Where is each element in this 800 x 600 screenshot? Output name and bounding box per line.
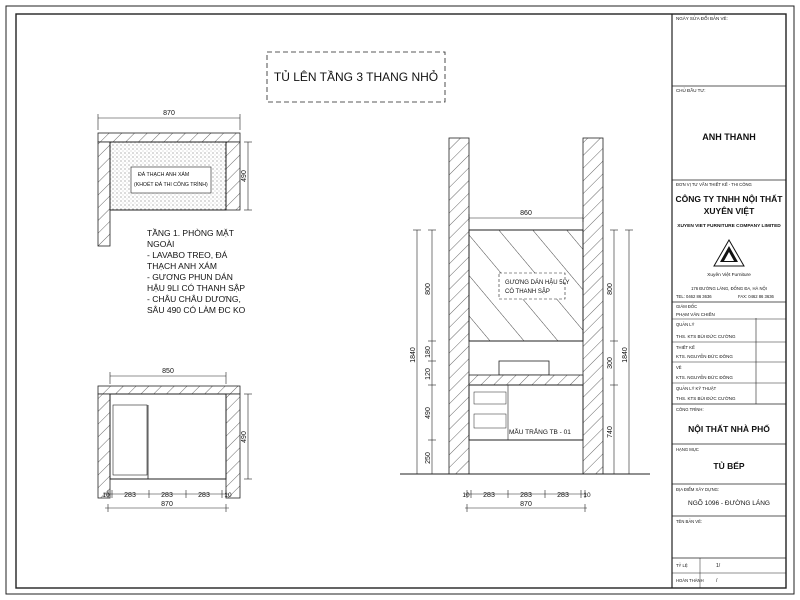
notes-block	[147, 228, 246, 315]
title-block	[672, 15, 786, 588]
drawing-name-label: TÊN BẢN VẼ:	[676, 519, 703, 524]
right-dim: 800	[607, 283, 614, 295]
logo-text: Xuyên Việt Furniture	[707, 273, 751, 278]
director-name: PHẠM VĂN CHIẾN	[676, 312, 715, 317]
director-label: GIÁM ĐỐC	[676, 304, 698, 309]
owner-name: ANH THANH	[702, 132, 756, 142]
cabinet-plan	[110, 394, 226, 479]
mirror-width-dim: 860	[520, 210, 532, 217]
left-total-dim: 1840	[410, 347, 417, 363]
segment-dim: 283	[520, 492, 532, 499]
project-name: NỘI THẤT NHÀ PHỐ	[688, 424, 770, 434]
owner-label: CHỦ ĐẦU TƯ:	[676, 88, 706, 93]
manager-name: THS. KTS BÙI ĐỨC CƯỜNG	[676, 334, 736, 339]
segment-dim: 283	[483, 492, 495, 499]
company-name-1: CÔNG TY TNHH NỘI THẤT	[675, 194, 783, 204]
plan-top-width-dim: 870	[163, 110, 175, 117]
elevation	[400, 138, 650, 512]
segment-dim: 283	[124, 492, 136, 499]
plan-bottom-total-dim: 870	[161, 501, 173, 508]
designer-name: KTS. NGUYỄN ĐỨC ĐÔNG	[676, 354, 733, 359]
project-label: CÔNG TRÌNH:	[676, 407, 704, 412]
segment-dim: 283	[557, 492, 569, 499]
category-name: TỦ BẾP	[713, 461, 745, 471]
basin	[499, 361, 549, 375]
date-label: HOÀN THÀNH	[676, 578, 704, 583]
drawing-title: TỦ LÊN TẦNG 3 THANG NHỎ	[273, 70, 439, 84]
company-name-en: XUYEN VIET FURNITURE COMPANY LIMITED	[677, 224, 781, 229]
company-name-2: XUYÊN VIỆT	[703, 206, 755, 216]
left-dim: 120	[425, 368, 432, 380]
segment-dim: 10	[102, 492, 110, 499]
note-line: THẠCH ANH XÁM	[147, 261, 217, 271]
segment-dim: 10	[583, 492, 591, 499]
stone-label-2: (KHOÉT ĐÁ THI CÔNG TRÌNH)	[134, 182, 208, 188]
unit-label: ĐƠN VỊ TƯ VẤN THIẾT KẾ - THI CÔNG	[676, 182, 752, 187]
mirror-label-1: GƯƠNG DÁN HẬU 5LY	[505, 280, 570, 286]
right-dim: 300	[607, 357, 614, 369]
plan-bottom-width-dim: 850	[162, 368, 174, 375]
company-address: 176 ĐƯỜNG LÁNG, ĐỐNG ĐA, HÀ NỘI	[691, 286, 767, 291]
left-dim: 490	[425, 407, 432, 419]
elevation-total-dim: 870	[520, 501, 532, 508]
left-dim: 800	[425, 283, 432, 295]
countertop	[469, 375, 583, 385]
note-line: - GƯƠNG PHUN DÁN	[147, 272, 233, 282]
drafter-name: KTS. NGUYỄN ĐỨC ĐÔNG	[676, 375, 733, 380]
segment-dim: 283	[198, 492, 210, 499]
plan-top-depth-dim: 490	[241, 170, 248, 182]
location-label: ĐỊA ĐIỂM XÂY DỰNG:	[676, 487, 720, 492]
plan-top	[98, 110, 252, 246]
note-line: HẬU 9LI CÓ THANH SẬP	[147, 283, 246, 293]
note-line: NGOÀI	[147, 239, 175, 249]
tech-label: QUẢN LÝ KỸ THUẬT	[676, 386, 717, 391]
plan-bottom-depth-dim: 490	[241, 431, 248, 443]
segment-dim: 283	[161, 492, 173, 499]
mirror-label-2: CÓ THANH SẬP	[505, 289, 550, 295]
note-line: - LAVABO TREO, ĐÁ	[147, 250, 228, 260]
outer-border	[6, 6, 794, 594]
segment-dim: 10	[462, 492, 470, 499]
company-fax: FAX: 0462 86 3636	[738, 294, 774, 299]
cabinet-label: MẪU TRẮNG TB - 01	[509, 429, 571, 436]
date-value: /	[716, 578, 718, 584]
note-line: SÂU 490 CÓ LÀM ĐC KO	[147, 305, 246, 315]
note-line: - CHÂU CHÂU DƯƠNG,	[147, 294, 241, 304]
segment-dim: 10	[224, 492, 232, 499]
manager-label: QUẢN LÝ	[676, 322, 695, 327]
revision-label: NGÀY SỬA ĐỔI BẢN VẼ:	[676, 16, 728, 21]
designer-label: THIẾT KẾ	[676, 345, 695, 350]
scale-label: TỶ LỆ	[676, 563, 688, 568]
company-tel: TEL: 0462 86 3636	[676, 294, 712, 299]
drafter-label: VẼ	[676, 365, 682, 370]
note-line: TẦNG 1. PHÒNG MẶT	[147, 228, 234, 238]
tech-name: THS. KTS BÙI ĐỨC CƯỜNG	[676, 396, 736, 401]
plan-bottom	[98, 368, 252, 512]
inner-border	[16, 14, 786, 588]
company-logo-icon	[714, 240, 744, 266]
left-dim: 250	[425, 452, 432, 464]
right-dim: 740	[607, 426, 614, 438]
scale-value: 1/	[716, 563, 721, 569]
stone-label-1: ĐÁ THẠCH ANH XÁM	[138, 172, 190, 178]
left-dim: 180	[425, 346, 432, 358]
category-label: HẠNG MỤC	[676, 447, 699, 452]
right-total-dim: 1840	[622, 347, 629, 363]
location-name: NGÕ 1096 - ĐƯỜNG LÁNG	[688, 500, 770, 507]
